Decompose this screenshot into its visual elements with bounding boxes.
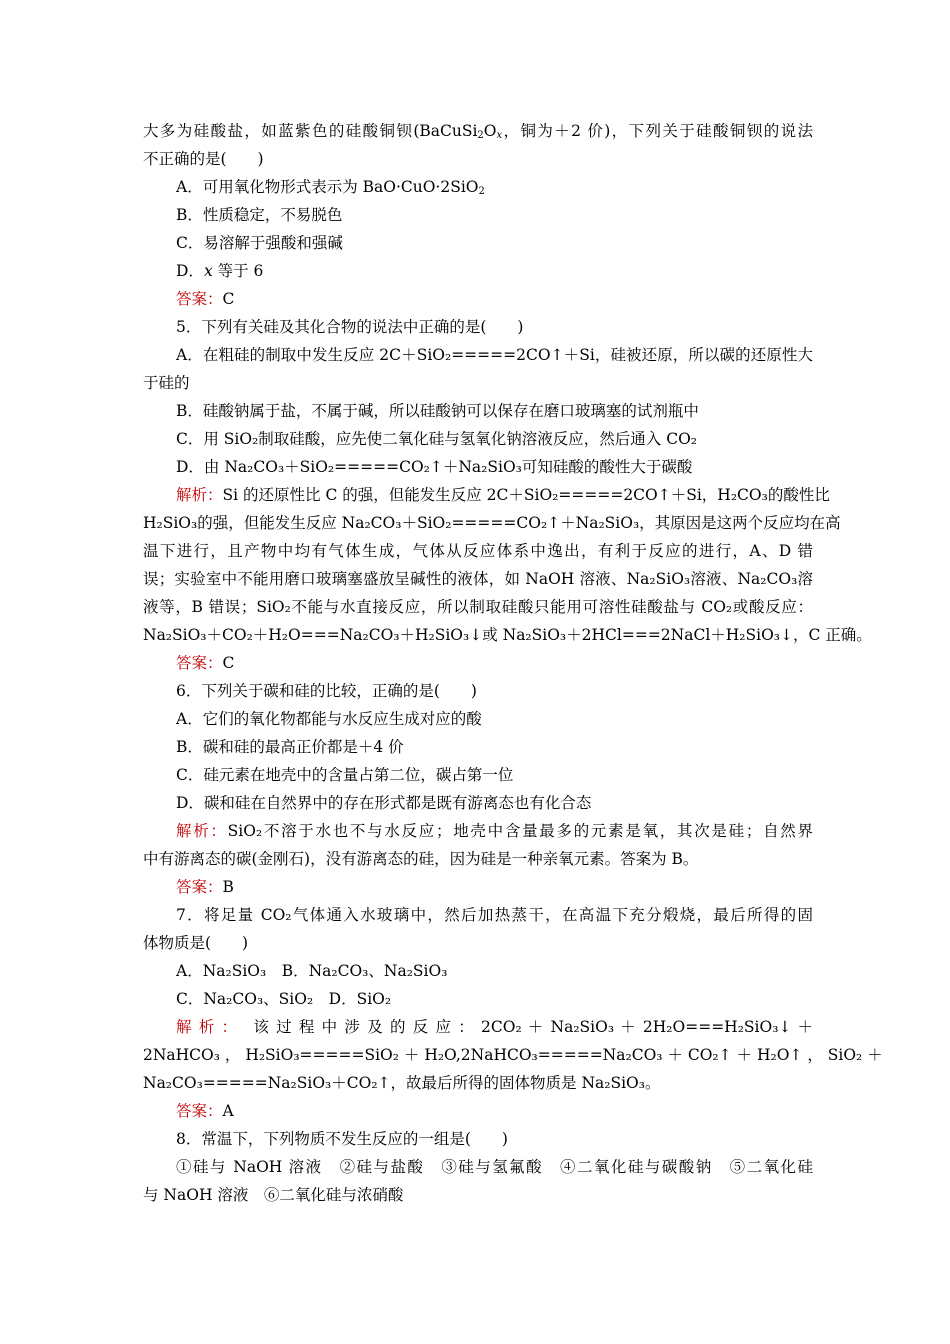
q7-stem-line2: 体物质是( ) (143, 934, 249, 952)
q6-analysis-line2: 中有游离态的碳(金刚石)，没有游离态的硅，因为硅是一种亲氧元素。答案为 B。 (143, 850, 699, 868)
q6-answer: 答案：B (176, 878, 234, 896)
analysis-label: 解 析 ： (176, 1018, 239, 1036)
q4-option-a: A．可用氧化物形式表示为 BaO·CuO·2SiO$_2$ (176, 178, 485, 197)
q5-option-d: D．由 Na₂CO₃＋SiO₂=====CO₂↑＋Na₂SiO₃可知硅酸的酸性大于碳酸 (176, 458, 693, 476)
q7-options-ab: A．Na₂SiO₃ B．Na₂CO₃、Na₂SiO₃ (176, 962, 448, 980)
q5-analysis-line6: Na₂SiO₃＋CO₂＋H₂O===Na₂CO₃＋H₂SiO₃↓或 Na₂SiO₃＋2HCl===2NaCl＋H₂SiO₃↓，C 正确。 (143, 626, 872, 644)
q6-option-d: D．碳和硅在自然界中的存在形式都是既有游离态也有化合态 (176, 794, 592, 812)
q5-option-b: B．硅酸钠属于盐，不属于碱，所以硅酸钠可以保存在磨口玻璃塞的试剂瓶中 (176, 402, 699, 420)
analysis-label: 解析： (176, 486, 223, 504)
q6-option-b: B．碳和硅的最高正价都是＋4 价 (176, 738, 404, 756)
q4-option-b: B．性质稳定，不易脱色 (176, 206, 343, 224)
q5-analysis-line2: H₂SiO₃的强，但能发生反应 Na₂CO₃＋SiO₂=====CO₂↑＋Na₂SiO₃，其原因是这两个反应均在高 (143, 514, 841, 532)
q7-analysis-line1: 解 析 ： 该 过 程 中 涉 及 的 反 应 ： 2CO₂ ＋ Na₂SiO₃ ＋ 2H₂O===H₂SiO₃↓ ＋ (176, 1018, 813, 1036)
q4-stem-line1: 大多为硅酸盐，如蓝紫色的硅酸铜钡($BaCuSi_2O_x$，铜为＋2 价)，下列关于硅酸铜钡的说法 (143, 122, 813, 141)
q4-option-d: D．x 等于 6 (176, 262, 264, 280)
q5-analysis-line5: 液等，B 错误；SiO₂不能与水直接反应，所以制取硅酸只能用可溶性硅酸盐与 CO₂或酸反应： (143, 598, 813, 616)
answer-label: 答案： (176, 654, 223, 672)
q6-option-a: A．它们的氧化物都能与水反应生成对应的酸 (176, 710, 482, 728)
q5-analysis-line4: 误；实验室中不能用磨口玻璃塞盛放呈碱性的液体，如 NaOH 溶液、Na₂SiO₃溶液、Na₂CO₃溶 (143, 570, 813, 588)
analysis-label: 解析： (176, 822, 228, 840)
q4-option-c: C．易溶解于强酸和强碱 (176, 234, 343, 252)
answer-label: 答案： (176, 1102, 223, 1120)
q8-options-line1: ①硅与 NaOH 溶液 ②硅与盐酸 ③硅与氢氟酸 ④二氧化硅与碳酸钠 ⑤二氧化硅 (176, 1158, 813, 1176)
q7-analysis-line2: 2NaHCO₃ ， H₂SiO₃=====SiO₂ ＋ H₂O,2NaHCO₃=====Na₂CO₃ ＋ CO₂↑ ＋ H₂O↑ ， SiO₂ ＋ (143, 1046, 883, 1064)
answer-label: 答案： (176, 878, 223, 896)
q6-analysis-line1: 解析：SiO₂不溶于水也不与水反应；地壳中含量最多的元素是氧，其次是硅；自然界 (176, 822, 813, 840)
q5-option-a-line2: 于硅的 (143, 374, 190, 392)
q8-stem: 8．常温下，下列物质不发生反应的一组是( ) (176, 1130, 508, 1148)
q5-stem: 5．下列有关硅及其化合物的说法中正确的是( ) (176, 318, 524, 336)
q7-analysis-line3: Na₂CO₃=====Na₂SiO₃＋CO₂↑，故最后所得的固体物质是 Na₂SiO₃。 (143, 1074, 661, 1092)
q4-answer: 答案：C (176, 290, 235, 308)
q5-analysis-line1: 解析：Si 的还原性比 C 的强，但能发生反应 2C＋SiO₂=====2CO↑＋Si，H₂CO₃的酸性比 (176, 486, 830, 504)
q5-option-a-line1: A．在粗硅的制取中发生反应 2C＋SiO₂=====2CO↑＋Si，硅被还原，所以碳的还原性大 (176, 346, 813, 364)
q7-stem-line1: 7．将足量 CO₂气体通入水玻璃中，然后加热蒸干，在高温下充分煅烧，最后所得的固 (176, 906, 813, 924)
q5-option-c: C．用 SiO₂制取硅酸，应先使二氧化硅与氢氧化钠溶液反应，然后通入 CO₂ (176, 430, 697, 448)
q6-stem: 6．下列关于碳和硅的比较，正确的是( ) (176, 682, 477, 700)
q8-options-line2: 与 NaOH 溶液 ⑥二氧化硅与浓硝酸 (143, 1186, 404, 1204)
q5-answer: 答案：C (176, 654, 235, 672)
answer-label: 答案： (176, 290, 223, 308)
q7-options-cd: C．Na₂CO₃、SiO₂ D．SiO₂ (176, 990, 392, 1008)
q5-analysis-line3: 温下进行，且产物中均有气体生成，气体从反应体系中逸出，有利于反应的进行，A、D 错 (143, 542, 813, 560)
q7-answer: 答案：A (176, 1102, 234, 1120)
q6-option-c: C．硅元素在地壳中的含量占第二位，碳占第一位 (176, 766, 514, 784)
q4-stem-line2: 不正确的是( ) (143, 150, 264, 168)
